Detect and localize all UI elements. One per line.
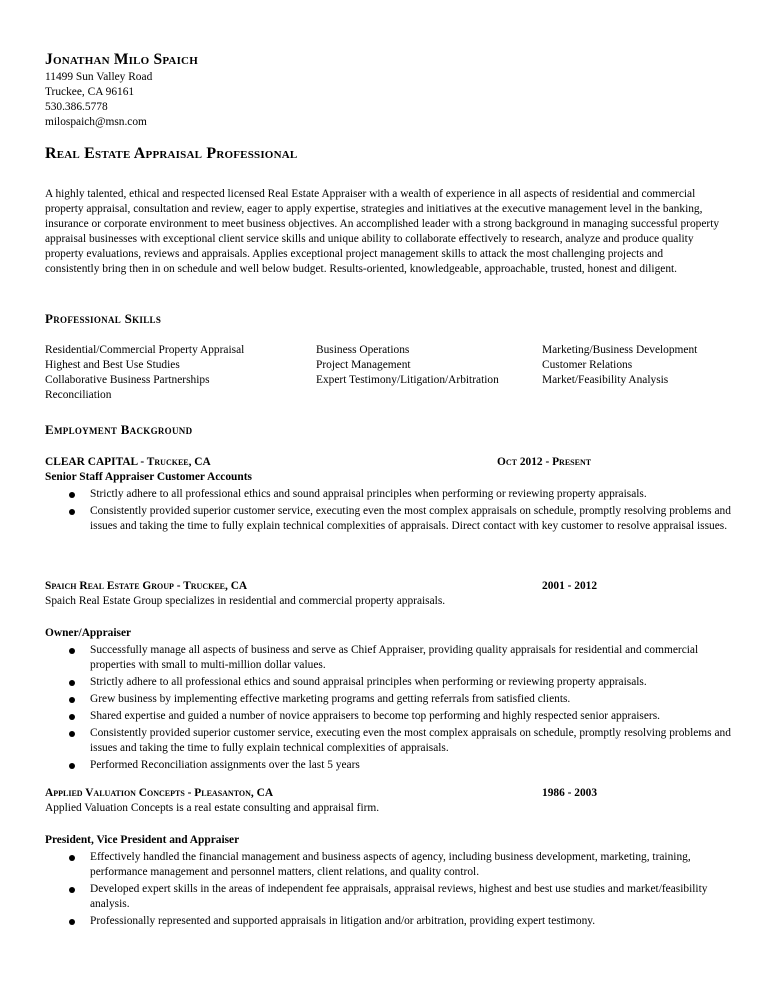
job-bullets: [45, 487, 735, 534]
contact-block: [45, 70, 152, 130]
skills-heading: Professional Skills: [45, 311, 162, 326]
phone: 530.386.5778: [45, 101, 108, 113]
skill-item: Collaborative Business Partnerships: [45, 374, 210, 386]
job-role: Senior Staff Appraiser Customer Accounts: [45, 471, 252, 483]
skills-column-1: [45, 343, 316, 403]
bullet-text: Consistently provided superior customer service, executing even the most complex appraisals on schedule, promptly resolving problems and issues and taking the time to fully explain technical complexities of appraisals.: [90, 727, 731, 754]
list-item: [45, 914, 735, 929]
skill-item: Reconciliation: [45, 389, 112, 401]
job-dates: Oct 2012 - Present: [497, 456, 592, 468]
bullet-text: Consistently provided superior customer service, executing even the most complex appraisals on schedule, promptly resolving problems and issues and taking the time to fully explain technical complexities of appraisals. Direct contact with key customer to resolve appraisal issues.: [90, 505, 731, 532]
job-dates: 2001 - 2012: [542, 580, 598, 592]
bullet-text: Strictly adhere to all professional ethics and sound appraisal principles when performing or reviewing property appraisals.: [90, 488, 647, 500]
skill-item: Residential/Commercial Property Appraisal: [45, 344, 245, 356]
job-dates: 1986 - 2003: [542, 787, 598, 799]
bullet-text: Developed expert skills in the areas of independent fee appraisals, appraisal reviews, highest and best use studies and market/feasibility analysis.: [90, 883, 708, 910]
job-role: Owner/Appraiser: [45, 627, 132, 639]
bullet-icon: [69, 714, 75, 720]
employer-name: CLEAR CAPITAL - Truckee, CA: [45, 456, 211, 468]
skill-item: Business Operations: [316, 344, 410, 356]
bullet-icon: [69, 680, 75, 686]
job-spaich-real-estate: [45, 579, 735, 773]
bullet-icon: [69, 763, 75, 769]
job-role: President, Vice President and Appraiser: [45, 834, 240, 846]
candidate-name: Jonathan Milo Spaich: [45, 51, 198, 68]
address-line-1: 11499 Sun Valley Road: [45, 71, 153, 83]
address-line-2: Truckee, CA 96161: [45, 86, 135, 98]
employer-description: Spaich Real Estate Group specializes in residential and commercial property appraisals.: [45, 595, 446, 607]
bullet-text: Strictly adhere to all professional ethics and sound appraisal principles when performing or reviewing property appraisals.: [90, 676, 647, 688]
skill-item: Customer Relations: [542, 359, 633, 371]
employer-description: Applied Valuation Concepts is a real estate consulting and appraisal firm.: [45, 802, 380, 814]
list-item: [45, 758, 735, 773]
list-item: [45, 487, 735, 502]
bullet-icon: [69, 855, 75, 861]
employer-name: Spaich Real Estate Group - Truckee, CA: [45, 580, 248, 592]
skills-table: [45, 343, 735, 403]
list-item: [45, 709, 735, 724]
summary-paragraph: A highly talented, ethical and respected licensed Real Estate Appraiser with a wealth of experience in all aspects of residential and commercial property appraisal, consultation and review, eager to apply expertise, strategies and initiatives at the executive management level in the banking, insurance or corporate environment to meet business objectives. An accomplished leader with a strong background in managing successful property appraisal businesses with exceptional client service skills and unique ability to collaborate effectively to research, analyze and produce quality property evaluations, reviews and appraisals. Applies exceptional project management skills to attack the most challenging projects and consistently bring then in on schedule and well below budget. Results-oriented, knowledgeable, approachable, trusted, honest and diligent.: [45, 188, 720, 275]
skill-item: Highest and Best Use Studies: [45, 359, 180, 371]
bullet-text: Shared expertise and guided a number of novice appraisers to become top performing and highly respected senior appraisers.: [90, 710, 660, 722]
job-clear-capital: [45, 455, 735, 534]
list-item: [45, 850, 735, 880]
bullet-text: Successfully manage all aspects of business and serve as Chief Appraiser, providing quality appraisals for residential and commercial properties with small to multi-million dollar values.: [90, 644, 699, 671]
professional-title: Real Estate Appraisal Professional: [45, 145, 298, 162]
bullet-text: Professionally represented and supported appraisals in litigation and/or arbitration, providing expert testimony.: [90, 915, 596, 927]
list-item: [45, 692, 735, 707]
bullet-icon: [69, 648, 75, 654]
bullet-icon: [69, 509, 75, 515]
bullet-icon: [69, 887, 75, 893]
skill-item: Expert Testimony/Litigation/Arbitration: [316, 374, 499, 386]
job-applied-valuation: [45, 786, 735, 929]
email: milospaich@msn.com: [45, 116, 147, 128]
employment-heading: Employment Background: [45, 422, 193, 437]
list-item: [45, 643, 735, 673]
bullet-icon: [69, 492, 75, 498]
job-bullets: [45, 643, 735, 773]
skills-column-2: [316, 343, 542, 403]
list-item: [45, 726, 735, 756]
bullet-text: Performed Reconciliation assignments over the last 5 years: [90, 759, 360, 771]
list-item: [45, 882, 735, 912]
bullet-icon: [69, 697, 75, 703]
skill-item: Project Management: [316, 359, 411, 371]
bullet-text: Grew business by implementing effective marketing programs and getting referrals from satisfied clients.: [90, 693, 571, 705]
list-item: [45, 675, 735, 690]
employer-name: Applied Valuation Concepts - Pleasanton, CA: [45, 787, 274, 799]
skills-column-3: [542, 343, 697, 403]
bullet-text: Effectively handled the financial management and business aspects of agency, including business development, marketing, training, performance management and personnel matters, client relations, and quality control.: [90, 851, 691, 878]
job-bullets: [45, 850, 735, 929]
skill-item: Market/Feasibility Analysis: [542, 374, 669, 386]
skill-item: Marketing/Business Development: [542, 344, 698, 356]
bullet-icon: [69, 919, 75, 925]
list-item: [45, 504, 735, 534]
bullet-icon: [69, 731, 75, 737]
